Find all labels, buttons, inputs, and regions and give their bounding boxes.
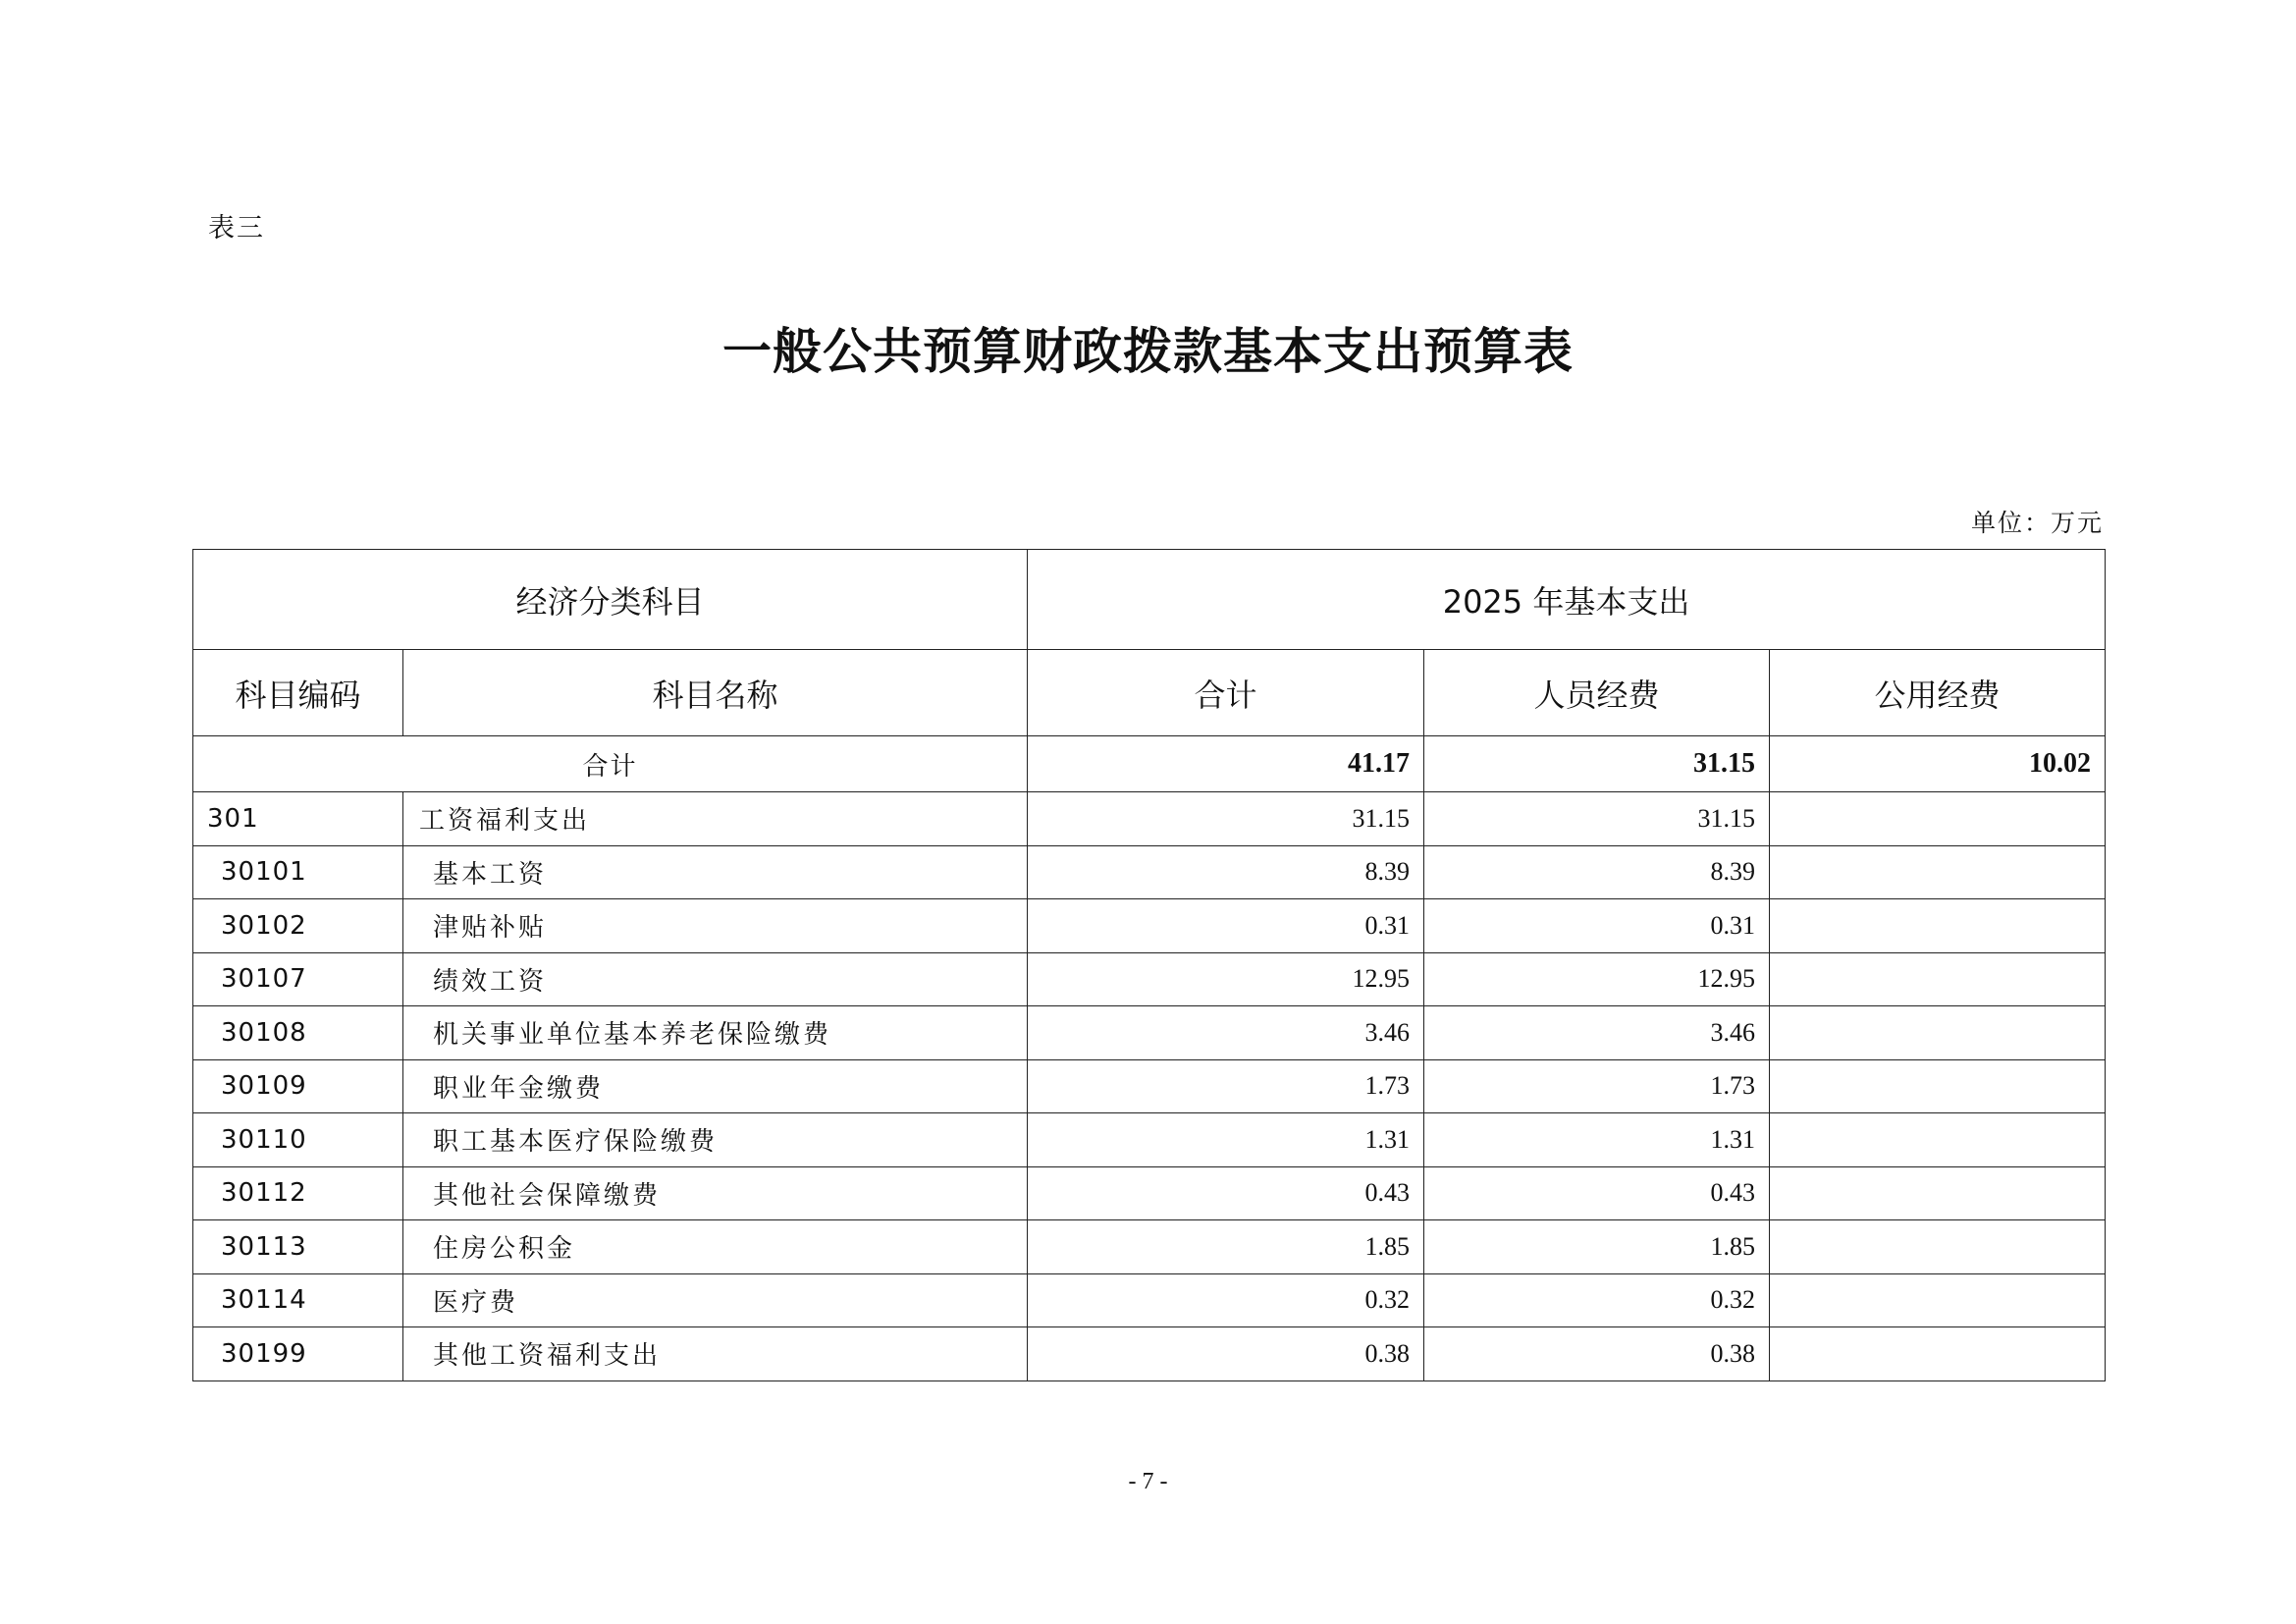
row-personnel: 1.85: [1424, 1220, 1770, 1274]
row-total: 1.85: [1028, 1220, 1424, 1274]
column-header-personnel: 人员经费: [1424, 650, 1770, 736]
row-code: 30108: [193, 1006, 403, 1060]
row-personnel: 1.73: [1424, 1059, 1770, 1113]
row-name: 绩效工资: [403, 952, 1028, 1006]
row-code: 30107: [193, 952, 403, 1006]
row-total: 0.38: [1028, 1327, 1424, 1381]
row-code: 30101: [193, 845, 403, 899]
column-header-name: 科目名称: [403, 650, 1028, 736]
row-name: 职业年金缴费: [403, 1059, 1028, 1113]
table-row: [193, 1166, 2106, 1220]
row-total: 1.73: [1028, 1059, 1424, 1113]
group-header-budget: 2025 年基本支出: [1028, 550, 2106, 650]
page-number: - 7 -: [1128, 1469, 1168, 1494]
row-public: [1770, 952, 2106, 1006]
row-public: [1770, 1113, 2106, 1167]
row-total: 8.39: [1028, 845, 1424, 899]
table-row: [193, 899, 2106, 953]
table-label: 表三: [208, 213, 265, 244]
table-row: [193, 1273, 2106, 1327]
table-row: [193, 1327, 2106, 1381]
row-personnel: 1.31: [1424, 1113, 1770, 1167]
total-row: [193, 736, 2106, 792]
row-name: 津贴补贴: [403, 899, 1028, 953]
row-public: [1770, 1166, 2106, 1220]
table-row: [193, 792, 2106, 846]
row-name: 住房公积金: [403, 1220, 1028, 1274]
table-row: [193, 1059, 2106, 1113]
column-header-public: 公用经费: [1770, 650, 2106, 736]
row-code: 30113: [193, 1220, 403, 1274]
row-public: [1770, 1006, 2106, 1060]
group-header-classification: 经济分类科目: [193, 550, 1028, 650]
total-row-personnel: 31.15: [1424, 736, 1770, 792]
row-code: 30114: [193, 1273, 403, 1327]
row-total: 3.46: [1028, 1006, 1424, 1060]
row-name: 医疗费: [403, 1273, 1028, 1327]
table-row: [193, 1220, 2106, 1274]
row-name: 工资福利支出: [403, 792, 1028, 846]
row-code: 30102: [193, 899, 403, 953]
table-row: [193, 1113, 2106, 1167]
row-personnel: 12.95: [1424, 952, 1770, 1006]
table-row: [193, 952, 2106, 1006]
row-personnel: 0.43: [1424, 1166, 1770, 1220]
row-personnel: 8.39: [1424, 845, 1770, 899]
row-total: 0.43: [1028, 1166, 1424, 1220]
row-code: 301: [193, 792, 403, 846]
unit-label: 单位：万元: [1970, 509, 2104, 537]
column-header-total: 合计: [1028, 650, 1424, 736]
row-code: 30199: [193, 1327, 403, 1381]
row-personnel: 0.38: [1424, 1327, 1770, 1381]
row-code: 30109: [193, 1059, 403, 1113]
column-header-row: [193, 650, 2106, 736]
row-total: 12.95: [1028, 952, 1424, 1006]
column-header-code: 科目编码: [193, 650, 403, 736]
total-row-public: 10.02: [1770, 736, 2106, 792]
row-public: [1770, 1059, 2106, 1113]
total-row-label: 合计: [193, 736, 1028, 792]
row-name: 其他工资福利支出: [403, 1327, 1028, 1381]
row-name: 职工基本医疗保险缴费: [403, 1113, 1028, 1167]
group-header-row: [193, 550, 2106, 650]
row-public: [1770, 845, 2106, 899]
row-public: [1770, 899, 2106, 953]
row-public: [1770, 1327, 2106, 1381]
row-name: 基本工资: [403, 845, 1028, 899]
row-personnel: 0.32: [1424, 1273, 1770, 1327]
row-name: 机关事业单位基本养老保险缴费: [403, 1006, 1028, 1060]
row-personnel: 31.15: [1424, 792, 1770, 846]
row-total: 1.31: [1028, 1113, 1424, 1167]
row-code: 30112: [193, 1166, 403, 1220]
row-total: 0.31: [1028, 899, 1424, 953]
table-row: [193, 1006, 2106, 1060]
table-row: [193, 845, 2106, 899]
row-name: 其他社会保障缴费: [403, 1166, 1028, 1220]
row-total: 0.32: [1028, 1273, 1424, 1327]
total-row-total: 41.17: [1028, 736, 1424, 792]
row-public: [1770, 792, 2106, 846]
page-title: 一般公共预算财政拨款基本支出预算表: [722, 322, 1574, 380]
row-code: 30110: [193, 1113, 403, 1167]
row-personnel: 3.46: [1424, 1006, 1770, 1060]
budget-table: [192, 549, 2106, 1381]
row-public: [1770, 1220, 2106, 1274]
row-public: [1770, 1273, 2106, 1327]
row-personnel: 0.31: [1424, 899, 1770, 953]
row-total: 31.15: [1028, 792, 1424, 846]
